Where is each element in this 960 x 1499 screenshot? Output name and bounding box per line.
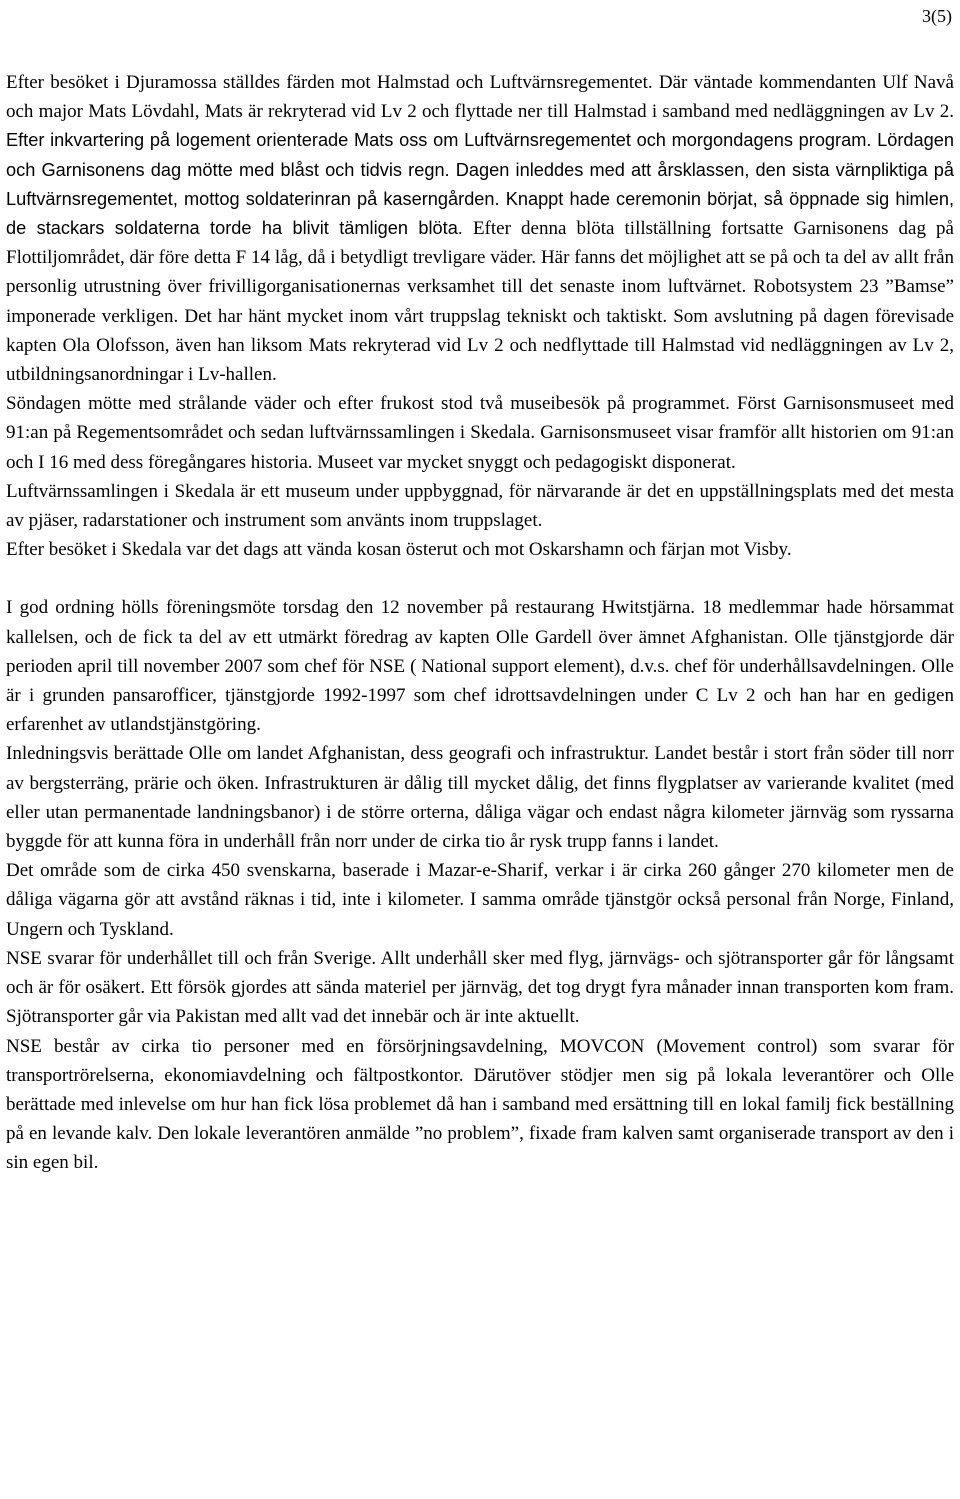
- paragraph-spacer: [6, 564, 954, 593]
- paragraph-skedala: Luftvärnssamlingen i Skedala är ett museum under uppbyggnad, för närvarande är det en uppställningsplats med det mesta av pjäser, radarstationer och instrument som använts inom truppslaget.: [6, 480, 954, 532]
- text-run: Efter inkvartering på logement orienterade Mats oss om Luftvärnsregementet och morgondagens program. Lördagen och Garnisonens dag mötte med blåst och tidvis regn. Dagen inleddes med att årsklassen, den sista värnpliktiga på Luftvärnsregementet, mottog soldaterinran på kaserngården. Knappt hade ceremonin börjat, så öppnade sig himlen, de stackars soldaterna torde ha blivit tämligen blöta.: [6, 130, 954, 239]
- paragraph-departure: Efter besöket i Skedala var det dags att vända kosan österut och mot Oskarshamn och färjan mot Visby.: [6, 539, 792, 561]
- paragraph-sunday-museums: Söndagen mötte med strålande väder och efter frukost stod två museibesök på programmet. Först Garnisonsmuseet med 91:an på Regementsområdet och sedan luftvärnssamlingen i Skedala. Garnisonsmuseet visar framför allt historien om 91:an och I 16 med dess föregångares historia. Museet var mycket snyggt och pedagogiskt disponerat.: [6, 393, 954, 473]
- paragraph-nse-supply: NSE svarar för underhållet till och från Sverige. Allt underhåll sker med flyg, järnvägs- och sjötransporter går för långsamt och är för osäkert. Ett försök gjordes att sända materiel per järnväg, det tog drygt fyra månader innan transporten kom fram. Sjötransporter går via Pakistan med allt vad det innebär och är inte aktuellt.: [6, 947, 954, 1028]
- paragraph-mazar-area: Det område som de cirka 450 svenskarna, baserade i Mazar-e-Sharif, verkar i är cirka 260 gånger 270 kilometer men de dåliga vägarna gör att avstånd räknas i tid, inte i kilometer. I samma område tjänstgör också personal från Norge, Finland, Ungern och Tyskland.: [6, 860, 954, 940]
- text-run: Efter denna blöta tillställning fortsatte Garnisonens dag på Flottiljområdet, där före detta F 14 låg, då i betydligt trevligare väder. Här fanns det möjlighet att se på och ta del av allt från personlig utrustning över frivilligorganisationernas verksamhet till det senaste inom luftvärnet. Robotsystem 23 ”Bamse” imponerade verkligen. Det har hänt mycket inom vårt truppslag tekniskt och taktiskt. Som avslutning på dagen förevisade kapten Ola Olofsson, även han liksom Mats rekryterad vid Lv 2 och nedflyttade till Halmstad vid nedläggningen av Lv 2, utbildningsanordningar i Lv-hallen.: [6, 218, 954, 386]
- paragraph-halmstad-visit: [6, 68, 954, 389]
- page-number: 3(5): [922, 6, 952, 26]
- paragraph-afghanistan-geography: Inledningsvis berättade Olle om landet Afghanistan, dess geografi och infrastruktur. Landet består i stort från söder till norr av bergsterräng, prärie och öken. Infrastrukturen är dålig till mycket dålig, det finns flygplatser av varierande kvalitet (med eller utan permanentade landningsbanor) i de större orterna, dåliga vägar och endast några kilometer järnväg som ryssarna byggde för att kunna föra in underhåll från norr under de cirka tio år rysk trupp fanns i landet.: [6, 743, 954, 853]
- paragraph-nse-organisation: NSE består av cirka tio personer med en försörjningsavdelning, MOVCON (Movement control) som svarar för transportrörelserna, ekonomiavdelning och fältpostkontor. Därutöver stödjer men sig på lokala leverantörer och Olle berättade med inlevelse om hur han fick lösa problemet då han i samband med ersättning till en lokal familj fick beställning på en levande kalv. Den lokale leverantören anmälde ”no problem”, fixade fram kalven samt organiserade transport av den i sin egen bil.: [6, 1035, 954, 1174]
- paragraph-meeting: I god ordning hölls föreningsmöte torsdag den 12 november på restaurang Hwitstjärna. 18 medlemmar hade hörsammat kallelsen, och de fick ta del av ett utmärkt föredrag av kapten Olle Gardell över ämnet Afghanistan. Olle tjänstgjorde där perioden april till november 2007 som chef för NSE ( National support element), d.v.s. chef för underhållsavdelningen. Olle är i grunden pansarofficer, tjänstgjorde 1992-1997 som chef idrottsavdelningen under C Lv 2 och han har en gedigen erfarenhet av utlandstjänstgöring.: [6, 597, 954, 736]
- text-run: Efter besöket i Djuramossa ställdes färden mot Halmstad och Luftvärnsregementet. Där väntade kommendanten Ulf Navå och major Mats Lövdahl, Mats är rekryterad vid Lv 2 och flyttade ner till Halmstad i samband med nedläggningen av Lv 2.: [6, 72, 954, 123]
- document-body: [6, 68, 954, 1178]
